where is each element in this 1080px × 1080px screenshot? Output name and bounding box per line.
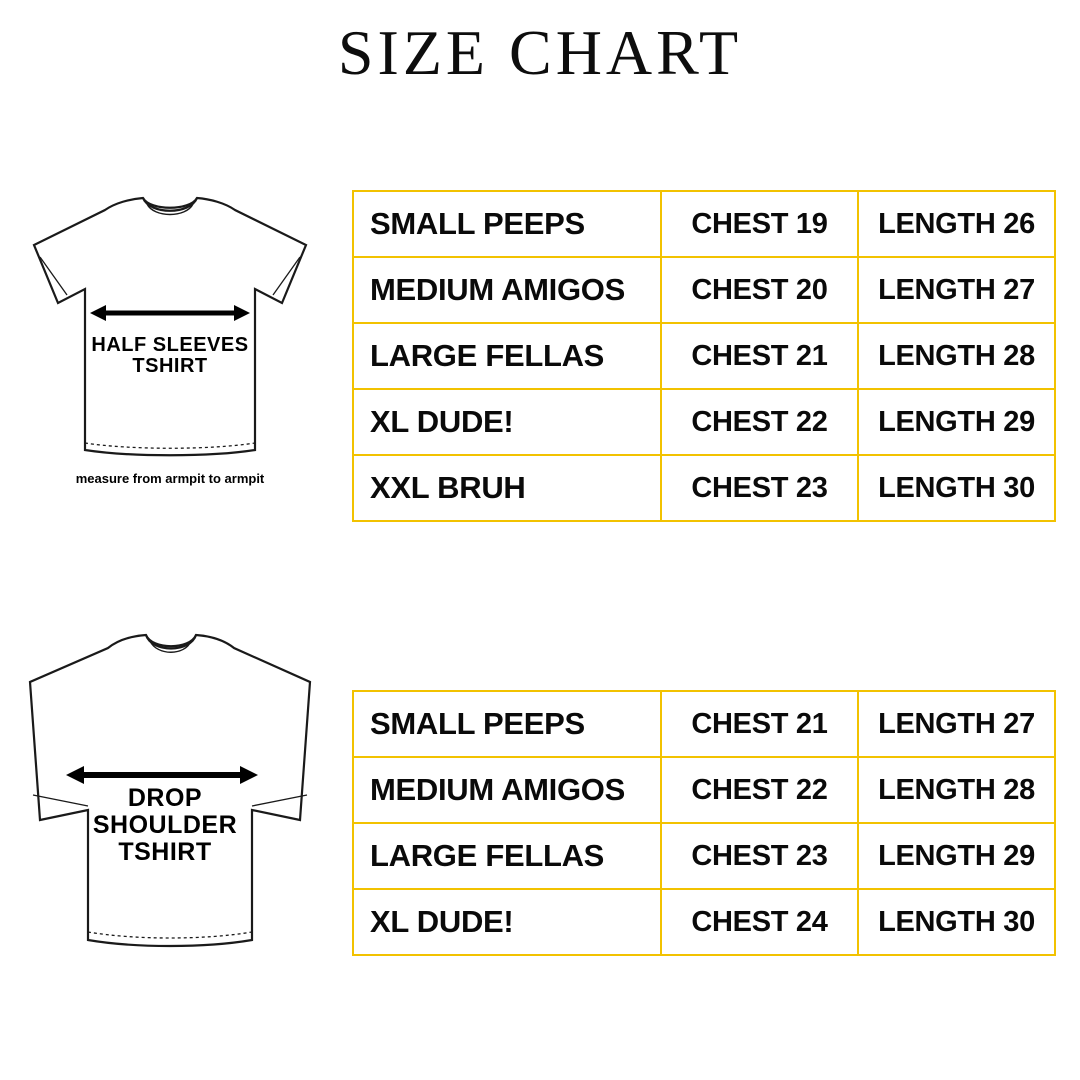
table-row xyxy=(353,823,1055,889)
table-row xyxy=(353,323,1055,389)
drop-shoulder-illustration xyxy=(0,620,330,980)
measure-note: measure from armpit to armpit xyxy=(75,471,265,486)
drop-shoulder-label-line1: DROP xyxy=(127,784,203,812)
half-sleeves-label xyxy=(10,335,330,378)
length-value: LENGTH 30 xyxy=(858,455,1055,521)
chest-value: CHEST 21 xyxy=(661,323,858,389)
chest-value: CHEST 19 xyxy=(661,191,858,257)
length-value: LENGTH 29 xyxy=(858,823,1055,889)
chest-value: CHEST 21 xyxy=(661,691,858,757)
size-label: XL DUDE! xyxy=(353,889,661,955)
table-row xyxy=(353,691,1055,757)
chest-value: CHEST 24 xyxy=(661,889,858,955)
size-label: XXL BRUH xyxy=(353,455,661,521)
length-value: LENGTH 26 xyxy=(858,191,1055,257)
length-value: LENGTH 27 xyxy=(858,257,1055,323)
half-sleeves-size-table xyxy=(352,190,1056,522)
length-value: LENGTH 30 xyxy=(858,889,1055,955)
chest-value: CHEST 20 xyxy=(661,257,858,323)
chest-value: CHEST 22 xyxy=(661,389,858,455)
length-value: LENGTH 29 xyxy=(858,389,1055,455)
chest-value: CHEST 23 xyxy=(661,823,858,889)
table-row xyxy=(353,257,1055,323)
size-label: SMALL PEEPS xyxy=(353,691,661,757)
drop-shoulder-size-table xyxy=(352,690,1056,956)
drop-shoulder-label-line2: SHOULDER xyxy=(92,810,238,839)
table-row xyxy=(353,455,1055,521)
page-title: SIZE CHART xyxy=(337,17,743,88)
length-value: LENGTH 27 xyxy=(858,691,1055,757)
size-label: MEDIUM AMIGOS xyxy=(353,257,661,323)
length-value: LENGTH 28 xyxy=(858,757,1055,823)
size-label: LARGE FELLAS xyxy=(353,323,661,389)
length-value: LENGTH 28 xyxy=(858,323,1055,389)
chest-value: CHEST 22 xyxy=(661,757,858,823)
table-row xyxy=(353,191,1055,257)
size-label: XL DUDE! xyxy=(353,389,661,455)
size-label: LARGE FELLAS xyxy=(353,823,661,889)
size-label: SMALL PEEPS xyxy=(353,191,661,257)
drop-shoulder-label xyxy=(0,785,330,865)
half-sleeves-label-line1: HALF SLEEVES xyxy=(91,334,249,356)
table-row xyxy=(353,889,1055,955)
chest-value: CHEST 23 xyxy=(661,455,858,521)
table-row xyxy=(353,389,1055,455)
drop-shoulder-label-line3: TSHIRT xyxy=(118,837,212,866)
table-row xyxy=(353,757,1055,823)
half-sleeves-label-line2: TSHIRT xyxy=(132,355,208,378)
half-sleeves-illustration xyxy=(10,185,330,495)
size-label: MEDIUM AMIGOS xyxy=(353,757,661,823)
